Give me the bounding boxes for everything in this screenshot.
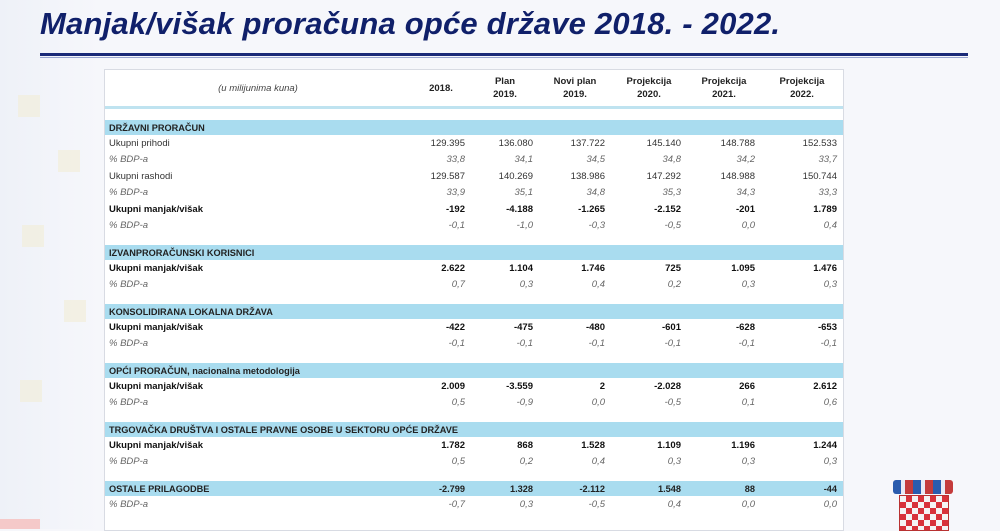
budget-table-sheet xyxy=(104,69,844,531)
value-cell: 0,4 xyxy=(667,498,681,510)
value-cell: -0,1 xyxy=(588,338,605,350)
decor-square xyxy=(20,380,42,402)
row-label: Ukupni manjak/višak xyxy=(109,439,203,451)
row-label: % BDP-a xyxy=(109,456,149,468)
budget-table xyxy=(105,70,843,513)
value-cell: 34,8 xyxy=(662,154,681,166)
column-header-line2: 2019. xyxy=(493,89,517,100)
spacer-row xyxy=(105,293,843,304)
column-header-line2: 2021. xyxy=(712,89,736,100)
value-cell: 0,1 xyxy=(741,397,755,409)
value-cell: 33,3 xyxy=(818,187,837,199)
value-cell: 2.612 xyxy=(813,380,837,392)
section-value-cell: 88 xyxy=(687,481,761,496)
unit-label: (u milijunima kuna) xyxy=(105,70,411,108)
section-value-cell: 1.548 xyxy=(611,481,687,496)
column-header-line2: 2022. xyxy=(790,89,814,100)
table-row xyxy=(105,319,843,336)
column-header xyxy=(411,70,471,108)
value-cell: 0,0 xyxy=(741,220,755,232)
row-label: Ukupni manjak/višak xyxy=(109,262,203,274)
section-title: TRGOVAČKA DRUŠTVA I OSTALE PRAVNE OSOBE U SEKTORU OPĆE DRŽAVE xyxy=(105,422,843,437)
value-cell: 0,3 xyxy=(823,456,837,468)
row-label: % BDP-a xyxy=(109,498,149,510)
value-cell: 1.196 xyxy=(731,439,755,451)
value-cell: -475 xyxy=(513,321,533,333)
value-cell: -0,3 xyxy=(588,220,605,232)
value-cell: 0,5 xyxy=(451,397,465,409)
value-cell: 150.744 xyxy=(802,170,837,182)
value-cell: 0,2 xyxy=(519,456,533,468)
section-value-cell: -2.112 xyxy=(539,481,611,496)
table-row xyxy=(105,201,843,218)
column-header xyxy=(761,70,843,108)
column-header-line2: 2020. xyxy=(637,89,661,100)
value-cell: 136.080 xyxy=(498,137,533,149)
value-cell: 1.244 xyxy=(813,439,837,451)
value-cell: 33,7 xyxy=(818,154,837,166)
title-underline xyxy=(40,53,968,56)
value-cell: 1.789 xyxy=(813,203,837,215)
value-cell: -1.265 xyxy=(578,203,605,215)
decor-strip xyxy=(0,519,40,529)
slide-title: Manjak/višak proračuna opće države 2018. - 2022. xyxy=(40,6,781,41)
value-cell: 34,5 xyxy=(586,154,605,166)
row-label: Ukupni manjak/višak xyxy=(109,203,203,215)
value-cell: -0,1 xyxy=(448,220,465,232)
section-title: OSTALE PRILAGODBE xyxy=(105,481,411,496)
value-cell: 34,3 xyxy=(736,187,755,199)
value-cell: 33,9 xyxy=(446,187,465,199)
value-cell: 725 xyxy=(665,262,681,274)
section-value-cell: 1.328 xyxy=(471,481,539,496)
section-header-row xyxy=(105,304,843,319)
row-label: Ukupni manjak/višak xyxy=(109,321,203,333)
row-label: % BDP-a xyxy=(109,154,149,166)
value-cell: 0,3 xyxy=(823,279,837,291)
background-decoration xyxy=(0,0,100,529)
value-cell: -0,9 xyxy=(516,397,533,409)
value-cell: 1.476 xyxy=(813,262,837,274)
column-header xyxy=(687,70,761,108)
column-header xyxy=(471,70,539,108)
table-row xyxy=(105,168,843,185)
title-underline-thin xyxy=(40,57,968,58)
table-row xyxy=(105,454,843,471)
section-title: DRŽAVNI PRORAČUN xyxy=(105,120,843,135)
header-row xyxy=(105,70,843,108)
table-row xyxy=(105,395,843,412)
table-row xyxy=(105,378,843,395)
value-cell: -2.152 xyxy=(654,203,681,215)
decor-square xyxy=(58,150,80,172)
section-header-row xyxy=(105,363,843,378)
table-row xyxy=(105,277,843,294)
value-cell: -201 xyxy=(735,203,755,215)
table-row xyxy=(105,135,843,152)
value-cell: 1.746 xyxy=(581,262,605,274)
value-cell: 0,4 xyxy=(591,279,605,291)
value-cell: 0,0 xyxy=(741,498,755,510)
value-cell: 0,7 xyxy=(451,279,465,291)
value-cell: -653 xyxy=(817,321,837,333)
row-label: % BDP-a xyxy=(109,397,149,409)
row-label: % BDP-a xyxy=(109,279,149,291)
section-header-row xyxy=(105,245,843,260)
value-cell: -2.028 xyxy=(654,380,681,392)
row-label: Ukupni manjak/višak xyxy=(109,380,203,392)
value-cell: 129.395 xyxy=(430,137,465,149)
value-cell: 0,3 xyxy=(741,279,755,291)
value-cell: 868 xyxy=(517,439,533,451)
value-cell: -0,1 xyxy=(738,338,755,350)
row-label: % BDP-a xyxy=(109,338,149,350)
value-cell: -0,5 xyxy=(664,220,681,232)
value-cell: 34,1 xyxy=(514,154,533,166)
value-cell: 0,3 xyxy=(519,498,533,510)
value-cell: 1.782 xyxy=(441,439,465,451)
table-body xyxy=(105,108,843,513)
value-cell: 35,1 xyxy=(514,187,533,199)
value-cell: 2.009 xyxy=(441,380,465,392)
croatian-coat-of-arms-icon xyxy=(887,480,959,529)
value-cell: 266 xyxy=(739,380,755,392)
value-cell: 1.528 xyxy=(581,439,605,451)
value-cell: -3.559 xyxy=(506,380,533,392)
section-title: OPĆI PRORAČUN, nacionalna metodologija xyxy=(105,363,843,378)
value-cell: -0,1 xyxy=(664,338,681,350)
spacer-row xyxy=(105,108,843,121)
table-row xyxy=(105,437,843,454)
table-row xyxy=(105,336,843,353)
value-cell: -628 xyxy=(735,321,755,333)
table-row xyxy=(105,152,843,169)
decor-square xyxy=(18,95,40,117)
value-cell: 0,4 xyxy=(591,456,605,468)
value-cell: -1,0 xyxy=(516,220,533,232)
value-cell: 138.986 xyxy=(570,170,605,182)
value-cell: 35,3 xyxy=(662,187,681,199)
value-cell: 2.622 xyxy=(441,262,465,274)
value-cell: 129.587 xyxy=(430,170,465,182)
column-header xyxy=(611,70,687,108)
value-cell: 137.722 xyxy=(570,137,605,149)
value-cell: -0,5 xyxy=(588,498,605,510)
column-header-line1: Novi plan xyxy=(553,76,597,87)
value-cell: -0,7 xyxy=(448,498,465,510)
value-cell: 0,3 xyxy=(519,279,533,291)
column-header-line1: Plan xyxy=(494,76,516,87)
row-label: % BDP-a xyxy=(109,220,149,232)
value-cell: -480 xyxy=(585,321,605,333)
column-header-line1: Projekcija xyxy=(626,76,672,87)
value-cell: -0,1 xyxy=(448,338,465,350)
value-cell: -192 xyxy=(445,203,465,215)
decor-square xyxy=(22,225,44,247)
value-cell: 0,0 xyxy=(591,397,605,409)
section-value-cell: -44 xyxy=(761,481,843,496)
value-cell: 0,3 xyxy=(741,456,755,468)
table-row xyxy=(105,218,843,235)
decor-square xyxy=(64,300,86,322)
value-cell: 0,2 xyxy=(667,279,681,291)
value-cell: 1.109 xyxy=(657,439,681,451)
value-cell: -0,1 xyxy=(820,338,837,350)
value-cell: 148.788 xyxy=(720,137,755,149)
value-cell: 0,6 xyxy=(823,397,837,409)
section-header-row xyxy=(105,481,843,496)
section-title: IZVANPRORAČUNSKI KORISNICI xyxy=(105,245,843,260)
value-cell: 1.095 xyxy=(731,262,755,274)
spacer-row xyxy=(105,352,843,363)
section-header-row xyxy=(105,422,843,437)
value-cell: 145.140 xyxy=(646,137,681,149)
column-header xyxy=(539,70,611,108)
column-header-line1: Projekcija xyxy=(701,76,747,87)
value-cell: 0,0 xyxy=(823,498,837,510)
row-label: % BDP-a xyxy=(109,187,149,199)
row-label: Ukupni prihodi xyxy=(109,137,170,149)
value-cell: -422 xyxy=(445,321,465,333)
column-header-line1: Projekcija xyxy=(779,76,825,87)
column-header-line2: 2018. xyxy=(429,82,453,94)
spacer-row xyxy=(105,470,843,481)
value-cell: 0,5 xyxy=(451,456,465,468)
value-cell: 33,8 xyxy=(446,154,465,166)
value-cell: 0,4 xyxy=(823,220,837,232)
value-cell: -601 xyxy=(661,321,681,333)
value-cell: -0,5 xyxy=(664,397,681,409)
value-cell: 148.988 xyxy=(720,170,755,182)
section-title: KONSOLIDIRANA LOKALNA DRŽAVA xyxy=(105,304,843,319)
value-cell: 1.104 xyxy=(509,262,533,274)
section-value-cell: -2.799 xyxy=(411,481,471,496)
value-cell: 34,2 xyxy=(736,154,755,166)
table-row xyxy=(105,185,843,202)
value-cell: 34,8 xyxy=(586,187,605,199)
value-cell: -0,1 xyxy=(516,338,533,350)
spacer-row xyxy=(105,411,843,422)
table-row xyxy=(105,260,843,277)
value-cell: 147.292 xyxy=(646,170,681,182)
value-cell: 0,3 xyxy=(667,456,681,468)
row-label: Ukupni rashodi xyxy=(109,170,173,182)
table-row xyxy=(105,496,843,513)
value-cell: -4.188 xyxy=(506,203,533,215)
column-header-line2: 2019. xyxy=(563,89,587,100)
value-cell: 2 xyxy=(599,380,605,392)
section-header-row xyxy=(105,120,843,135)
value-cell: 140.269 xyxy=(498,170,533,182)
spacer-row xyxy=(105,234,843,245)
value-cell: 152.533 xyxy=(802,137,837,149)
